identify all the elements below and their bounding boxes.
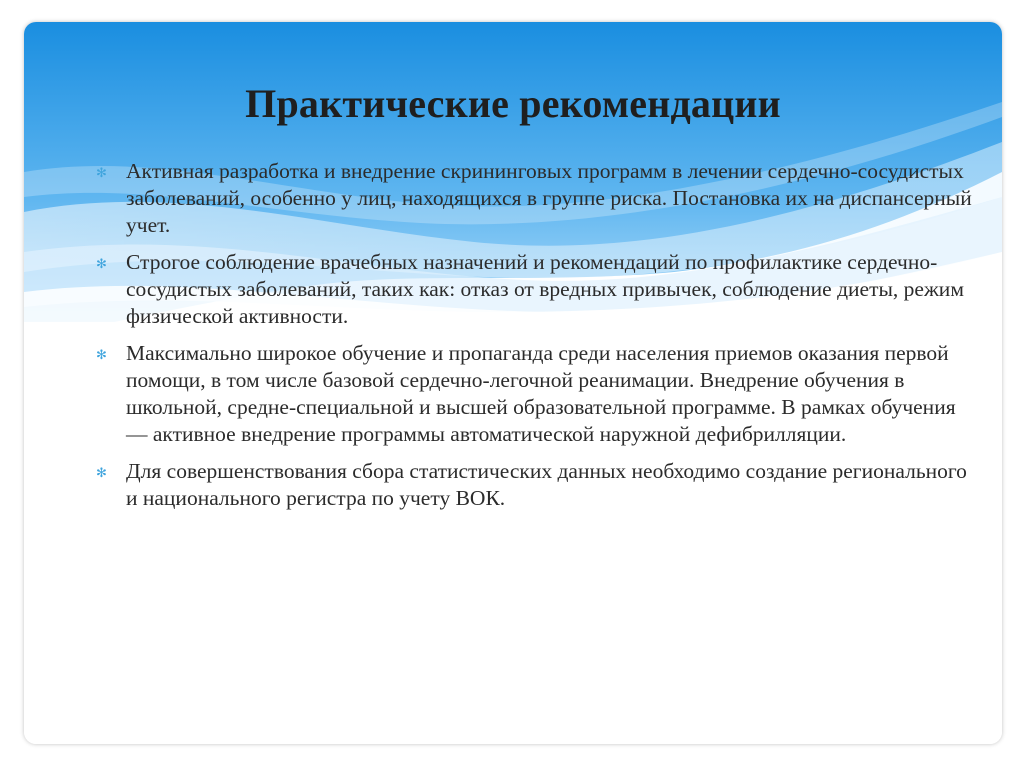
bullet-text: Строгое соблюдение врачебных назначений и рекомендаций по профилактике сердечно-сосудистых заболеваний, таких как: отказ от вредных привычек, соблюдение диеты, режим физической активности.: [126, 250, 964, 328]
asterisk-bullet-icon: ✻: [96, 256, 107, 271]
slide: [24, 22, 1002, 744]
bullet-text: Для совершенствования сбора статистических данных необходимо создание регионального и национального регистра по учету ВОК.: [126, 459, 967, 510]
bullet-list: [94, 158, 974, 522]
bullet-item: [94, 158, 974, 239]
asterisk-bullet-icon: ✻: [96, 347, 107, 362]
bullet-item: [94, 249, 974, 330]
slide-title: Практические рекомендации: [245, 81, 781, 126]
bullet-text: Максимально широкое обучение и пропаганда среди населения приемов оказания первой помощи, в том числе базовой сердечно-легочной реанимации. Внедрение обучения в школьной, средне-специальной и высшей образовательной программе. В рамках обучения — активное внедрение программы автоматической наружной дефибрилляции.: [126, 341, 956, 446]
asterisk-bullet-icon: ✻: [96, 165, 107, 180]
bullet-item: [94, 458, 974, 512]
asterisk-bullet-icon: ✻: [96, 465, 107, 480]
bullet-item: [94, 340, 974, 448]
bullet-text: Активная разработка и внедрение скрининговых программ в лечении сердечно-сосудистых заболеваний, особенно у лиц, находящихся в группе риска. Постановка их на диспансерный учет.: [126, 159, 972, 237]
